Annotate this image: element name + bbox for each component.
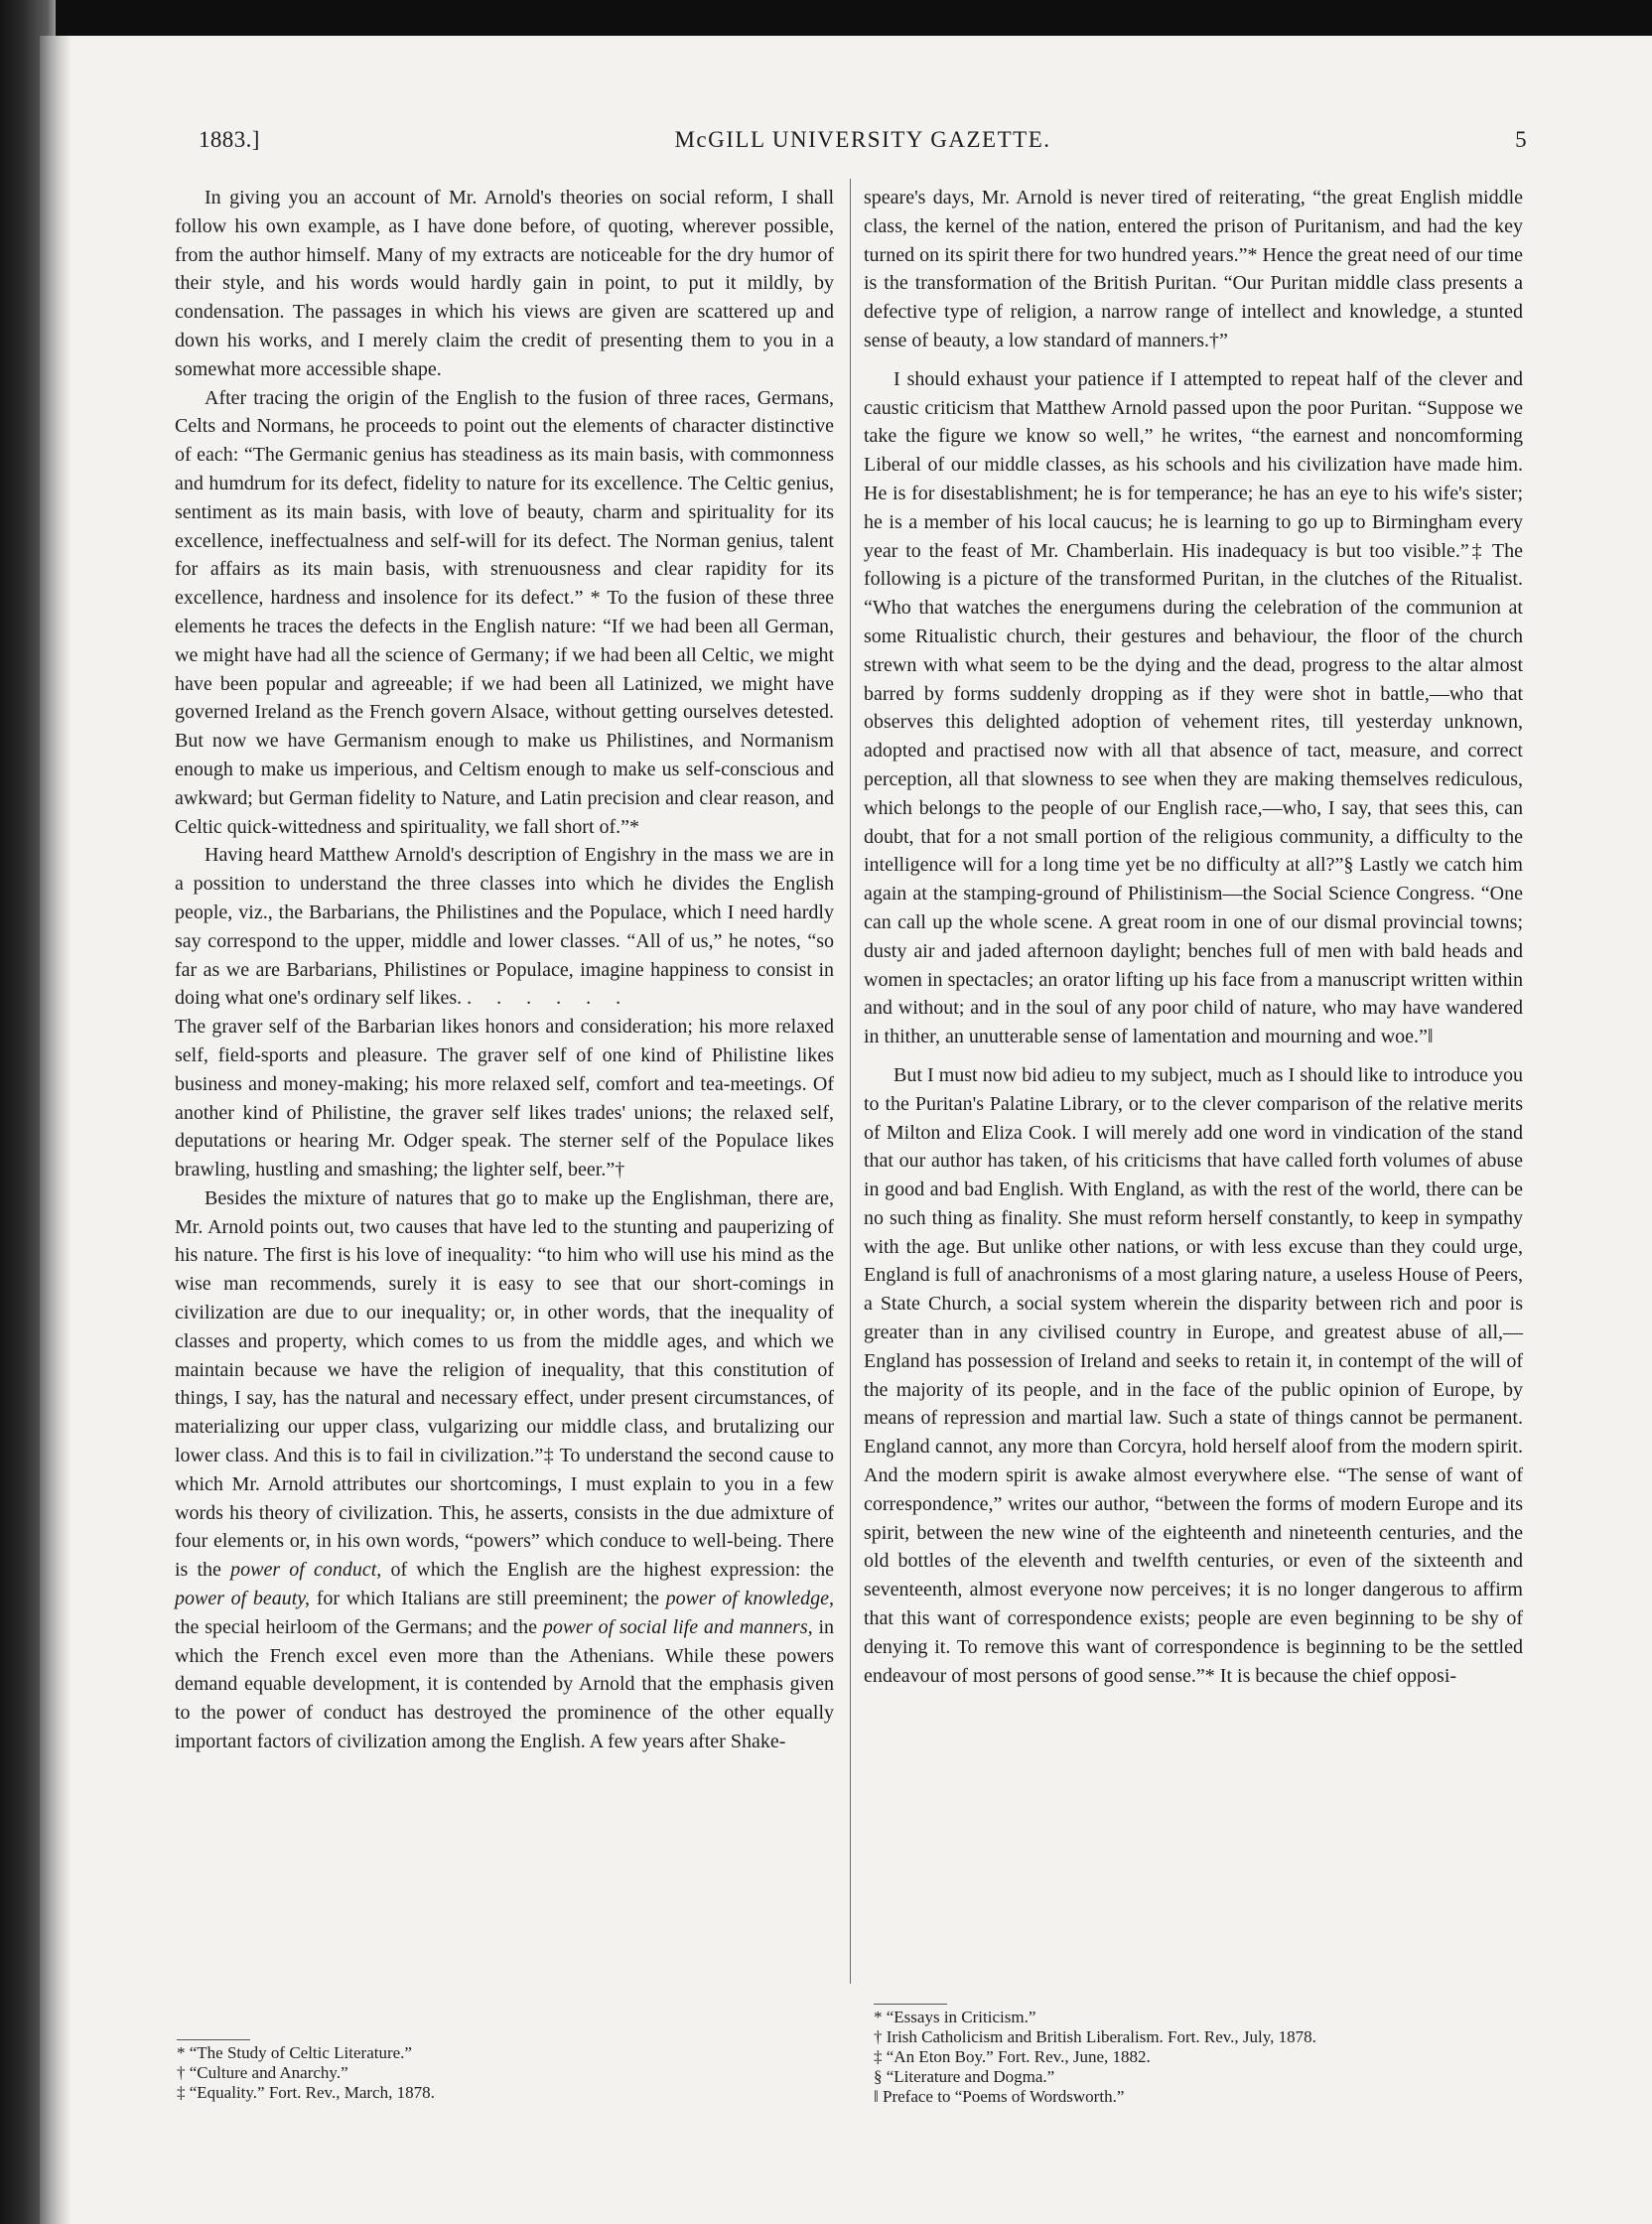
- footnote: † Irish Catholicism and British Liberalism. Fort. Rev., July, 1878.: [874, 2027, 1316, 2046]
- paragraph: [175, 1184, 834, 1756]
- journal-title: McGILL UNIVERSITY GAZETTE.: [674, 127, 1051, 152]
- paragraph-text: Having heard Matthew Arnold's description of Engishry in the mass we are in a possition to understand the three classes into which he divides the English people, viz., the Barbarians, the Philistines and the Populace, which I need hardly say correspond to the upper, middle and lower classes. “All of us,” he notes, “so far as we are Barbarians, Philistines or Populace, imagine happiness to consist in doing what one's ordinary self likes.: [175, 844, 834, 1010]
- paragraph: The graver self of the Barbarian likes honors and consideration; his more relaxed self, field-sports and pleasure. The graver self of one kind of Philistine likes business and money-making; his more relaxed self, comfort and tea-meetings. Of another kind of Philistine, the graver self likes trades' unions; the relaxed self, deputations or hearing Mr. Odger speak. The sterner self of the Populace likes brawling, hustling and smashing; the lighter self, beer.”†: [175, 1016, 834, 1182]
- paragraph: speare's days, Mr. Arnold is never tired of reiterating, “the great English middle class, the kernel of the nation, entered the prison of Puritanism, and had the key turned on its spirit there for two hundred years.”* Hence the great need of our time is the transformation of the British Puritan. “Our Puritan middle class presents a defective type of religion, a narrow range of intellect and knowledge, a stunted sense of beauty, a low standard of manners.†”: [864, 187, 1523, 351]
- paragraph: [175, 841, 834, 1013]
- footnote-rule: [874, 2004, 947, 2005]
- footnote-rule: [177, 2039, 250, 2040]
- page-spine-shadow: [40, 36, 71, 2224]
- footnote: * “Essays in Criticism.”: [874, 2008, 1036, 2026]
- italic-phrase: power of social life and manners,: [542, 1615, 813, 1638]
- column-divider: [850, 179, 851, 1984]
- footnote: * “The Study of Celtic Literature.”: [177, 2043, 412, 2062]
- footnotes-right: [874, 2008, 1489, 2107]
- left-column: [175, 184, 834, 1756]
- paragraph-text: the special heirloom of the Germans; and the: [175, 1615, 543, 1638]
- page-number: 5: [1515, 127, 1527, 152]
- paragraph: After tracing the origin of the English to the fusion of three races, Germans, Celts and Normans, he proceeds to point out the elements of character distinctive of each: “The Germanic genius has steadiness as its main basis, with commonness and humdrum for its defect, fidelity to nature for its excellence. The Celtic genius, sentiment as its main basis, with love of beauty, charm and spirituality for its excellence, ineffectualness and self-will for its defect. The Norman genius, talent for affairs as its main basis, with strenuousness and clear rapidity for its excellence, hardness and insolence for its defect.” * To the fusion of these three elements he traces the defects in the English nature: “If we had been all German, we might have had all the science of Germany; if we had been all Celtic, we might have been popular and agreeable; if we had been all Latinized, we might have governed Ireland as the French govern Alsace, without getting ourselves detested. But now we have Germanism enough to make us Philistines, and Normanism enough to make us imperious, and Celtism enough to make us self-conscious and awkward; but German fidelity to Nature, and Latin precision and clear reason, and Celtic quick-wittedness and spirituality, we fall short of.”*: [175, 386, 834, 838]
- right-column: [864, 184, 1523, 1690]
- paragraph: But I must now bid adieu to my subject, much as I should like to introduce you to the Puritan's Palatine Library, or to the clever comparison of the relative merits of Milton and Eliza Cook. I will merely add one word in vindication of the stand that our author has taken, of his criticisms that have called forth volumes of abuse in good and bad English. With England, as with the rest of the world, there can be no such thing as finality. She must reform herself constantly, to keep in sympathy with the age. But unlike other nations, or with less excuse than they could urge, England is full of anachronisms of a most glaring nature, a useless House of Peers, a State Church, a social system wherein the disparity between rich and poor is greater than in any civilised country in Europe, and greatest abuse of all,—England has possession of Ireland and seeks to retain it, in contempt of the will of the majority of its people, and in the face of the public opinion of Europe, by means of repression and martial law. Such a state of things cannot be permanent. England cannot, any more than Corcyra, hold herself aloof from the modern spirit. And the modern spirit is awake almost everywhere else. “The sense of want of correspondence,” writes our author, “between the forms of modern Europe and its spirit, between the new wine of the eighteenth and nineteenth centuries, and the old bottles of the eleventh and twelfth centuries, or even of the sixteenth and seventeenth, almost everyone now perceives; it is no longer dangerous to affirm that this want of correspondence exists; people are even beginning to be shy of denying it. To remove this want of correspondence is beginning to be the settled endeavour of most persons of good sense.”* It is because the chief opposi-: [864, 1063, 1523, 1687]
- footnote: ‡ “Equality.” Fort. Rev., March, 1878.: [177, 2083, 435, 2102]
- footnote: § “Literature and Dogma.”: [874, 2067, 1055, 2086]
- footnote: ‡ “An Eton Boy.” Fort. Rev., June, 1882.: [874, 2047, 1151, 2066]
- footnote: ‖ Preface to “Poems of Wordsworth.”: [874, 2087, 1125, 2106]
- running-header: [199, 127, 1527, 159]
- paragraph: I should exhaust your patience if I attempted to repeat half of the clever and caustic criticism that Matthew Arnold passed upon the poor Puritan. “Suppose we take the figure we know so well,” he writes, “the earnest and noncomforming Liberal of our middle classes, as his schools and his civilization have made him. He is for disestablishment; he is for temperance; he has an eye to his wife's sister; he is a member of his local caucus; he is learning to go up to Birmingham every year to the feast of Mr. Chamberlain. His inadequacy is but too visible.”‡ The following is a picture of the transformed Puritan, in the clutches of the Ritualist. “Who that watches the energumens during the celebration of the communion at some Ritualistic church, their gestures and behaviour, the floor of the church strewn with what seem to be the dying and the dead, progress to the altar almost barred by forms suddenly dropping as if they were shot in battle,—who that observes this delighted adoption of vehement rites, till yesterday unknown, adopted and practised now with all that absence of tact, measure, and correct perception, all that slowness to see when they are making themselves rediculous, which belongs to the people of our English race,—who, I say, that sees this, can doubt, that for a not small portion of the religious community, a difficulty to the intelligence will for a long time yet be no difficulty at all?”§ Lastly we catch him again at the stamping-ground of Philistinism—the Social Science Congress. “One can call up the whole scene. A great room in one of our dismal provincial towns; dusty air and jaded afternoon daylight; benches full of men with bald heads and women in spectacles; an orator lifting up his face from a manuscript written within and without; and in the soul of any poor child of nature, who may have wandered in thither, an unutterable sense of lamentation and mourning and woe.”‖: [864, 367, 1523, 1048]
- paragraph: In giving you an account of Mr. Arnold's theories on social reform, I shall follow his own example, as I have done before, of quoting, wherever possible, from the author himself. Many of my extracts are noticeable for the dry humor of their style, and his words would hardly gain in point, to put it mildly, by condensation. The passages in which his views are given are scattered up and down his works, and I merely claim the credit of presenting them to you in a somewhat more accessible shape.: [175, 187, 834, 380]
- paragraph-text: Besides the mixture of natures that go to make up the Englishman, there are, Mr. Arnold points out, two causes that have led to the stunting and pauperizing of his nature. The first is his love of inequality: “to him who will use his mind as the wise man recommends, surely it is easy to see that our short-comings in civilization are due to our inequality; or, in other words, that the inequality of classes and property, which comes to us from the middle ages, and which we maintain because we have the religion of inequality, that this constitution of things, I say, has the natural and necessary effect, under present circumstances, of materializing our upper class, vulgarizing our middle class, and brutalizing our lower class. And this is to fail in civilization.”‡ To understand the second cause to which Mr. Arnold attributes our shortcomings, I must explain to you in a few words his theory of civilization. This, he asserts, consists in the due admixture of four elements or, in his own words, “powers” which conduce to well-being. There is the: [175, 1186, 834, 1582]
- italic-phrase: power of beauty,: [175, 1588, 311, 1610]
- paragraph-text: of which the English are the highest expression: the: [381, 1559, 835, 1582]
- paragraph-text: for which Italians are still preeminent; the: [310, 1588, 666, 1610]
- year-label: 1883.]: [199, 127, 260, 152]
- italic-phrase: power of knowledge,: [665, 1588, 834, 1610]
- italic-phrase: power of conduct,: [230, 1559, 382, 1582]
- footnotes-left: [177, 2043, 733, 2103]
- footnote: † “Culture and Anarchy.”: [177, 2063, 348, 2082]
- ellipsis-dots: . . . . . .: [467, 987, 631, 1010]
- paragraph-text: in which the French excel even more than the Athenians. While these powers demand equable development, it is contended by Arnold that the emphasis given to the power of conduct has destroyed the prominence of the other equally important factors of civilization among the English. A few years after Shake-: [175, 1615, 835, 1753]
